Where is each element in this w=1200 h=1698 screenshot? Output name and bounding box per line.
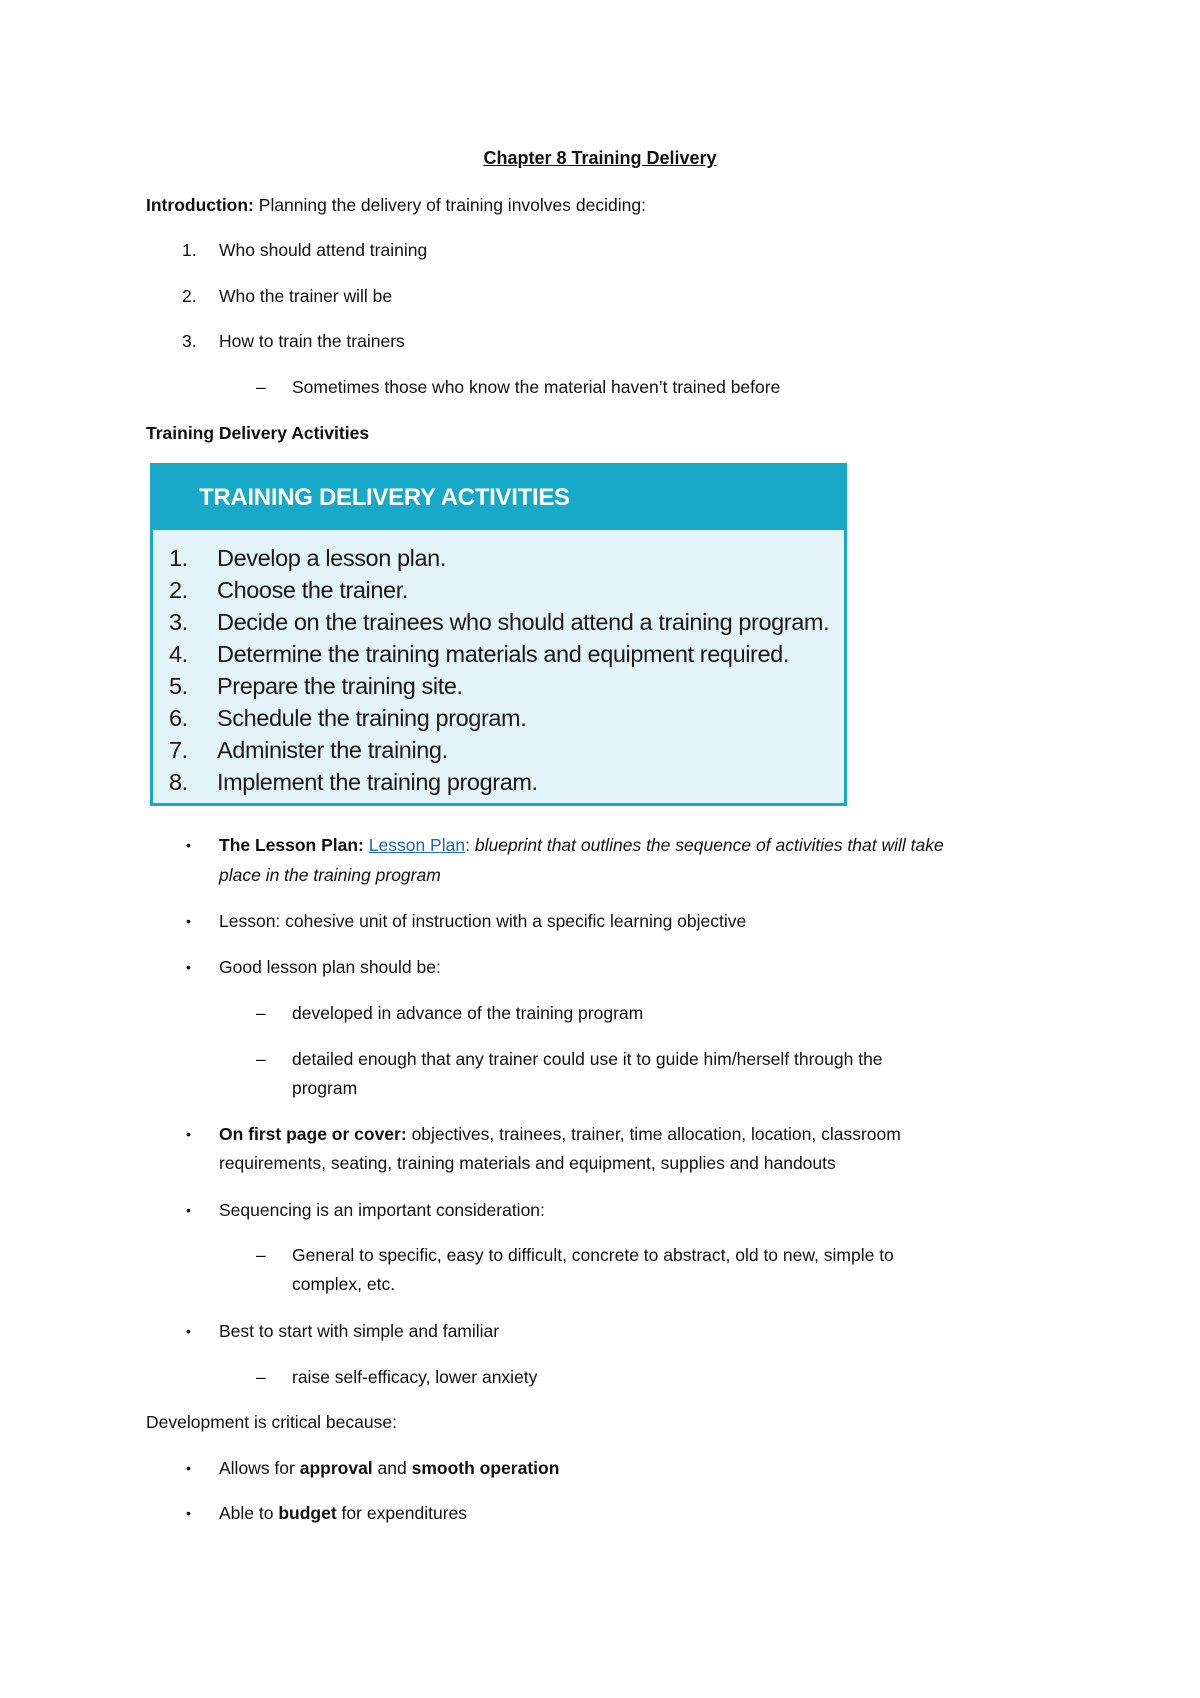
bullet-marker: • (186, 837, 191, 853)
dash-marker: – (256, 1245, 266, 1265)
section-heading: Training Delivery Activities (146, 423, 370, 443)
figure-item: 2. Choose the trainer. (169, 577, 408, 603)
bullet-marker: • (186, 959, 191, 975)
development-heading: Development is critical because: (146, 1412, 397, 1432)
text-fragment: Allows for (219, 1458, 300, 1478)
figure-item: 1. Develop a lesson plan. (169, 545, 446, 571)
best-start-text: Best to start with simple and familiar (219, 1321, 500, 1341)
list-number: 2. (182, 286, 197, 306)
intro-paragraph (146, 195, 646, 216)
figure-item: 7. Administer the training. (169, 737, 448, 763)
good-plan-text: Good lesson plan should be: (219, 957, 441, 977)
lesson-plan-definition: blueprint that outlines the sequence of activities that will take (474, 835, 944, 855)
intro-label: Introduction: (146, 195, 254, 215)
dash-marker: – (256, 377, 266, 397)
first-page-line (219, 1124, 901, 1145)
sub-item: Sometimes those who know the material haven’t trained before (292, 377, 781, 397)
text-fragment: and (372, 1458, 412, 1478)
text-bold: budget (278, 1503, 337, 1523)
list-item: How to train the trainers (219, 331, 405, 351)
lesson-plan-definition-cont: place in the training program (219, 865, 441, 885)
figure-item: 6. Schedule the training program. (169, 705, 527, 731)
sub-item-cont: program (292, 1078, 358, 1098)
development-item (219, 1458, 559, 1479)
figure-title: TRAINING DELIVERY ACTIVITIES (153, 466, 844, 530)
lesson-plan-link[interactable]: Lesson Plan (368, 835, 466, 855)
figure-item: 3. Decide on the trainees who should attend a training program. (169, 609, 830, 635)
page-title: Chapter 8 Training Delivery (483, 148, 717, 168)
bullet-marker: • (186, 1323, 191, 1339)
sub-item: developed in advance of the training program (292, 1003, 644, 1023)
figure-item: 8. Implement the training program. (169, 769, 538, 795)
bullet-marker: • (186, 1460, 191, 1476)
intro-text: Planning the delivery of training involves deciding: (258, 195, 646, 215)
figure-item: 5. Prepare the training site. (169, 673, 463, 699)
figure-item: 4. Determine the training materials and equipment required. (169, 641, 789, 667)
first-page-cont: requirements, seating, training materials and equipment, supplies and handouts (219, 1153, 836, 1173)
list-number: 3. (182, 331, 197, 351)
list-item: Who the trainer will be (219, 286, 393, 306)
bullet-marker: • (186, 913, 191, 929)
lesson-plan-line (219, 835, 944, 856)
text-fragment: Able to (219, 1503, 279, 1523)
figure-list (153, 530, 844, 798)
sub-item: detailed enough that any trainer could use it to guide him/herself through the (292, 1049, 883, 1069)
sub-item-cont: complex, etc. (292, 1274, 396, 1294)
development-item (219, 1503, 467, 1524)
list-item: Who should attend training (219, 240, 428, 260)
lesson-definition: Lesson: cohesive unit of instruction with a specific learning objective (219, 911, 747, 931)
dash-marker: – (256, 1049, 266, 1069)
bullet-marker: • (186, 1505, 191, 1521)
colon: : (465, 835, 470, 855)
sequencing-text: Sequencing is an important consideration: (219, 1200, 545, 1220)
dash-marker: – (256, 1367, 266, 1387)
first-page-text: objectives, trainees, trainer, time allocation, location, classroom (411, 1124, 901, 1144)
dash-marker: – (256, 1003, 266, 1023)
bullet-marker: • (186, 1202, 191, 1218)
first-page-label: On first page or cover: (219, 1124, 407, 1144)
training-activities-figure (150, 463, 847, 806)
text-fragment: for expenditures (336, 1503, 468, 1523)
sub-item: raise self-efficacy, lower anxiety (292, 1367, 538, 1387)
lesson-plan-label: The Lesson Plan: (219, 835, 364, 855)
sub-item: General to specific, easy to difficult, concrete to abstract, old to new, simple to (292, 1245, 894, 1265)
list-number: 1. (182, 240, 197, 260)
text-bold: smooth operation (411, 1458, 560, 1478)
bullet-marker: • (186, 1126, 191, 1142)
text-bold: approval (299, 1458, 373, 1478)
